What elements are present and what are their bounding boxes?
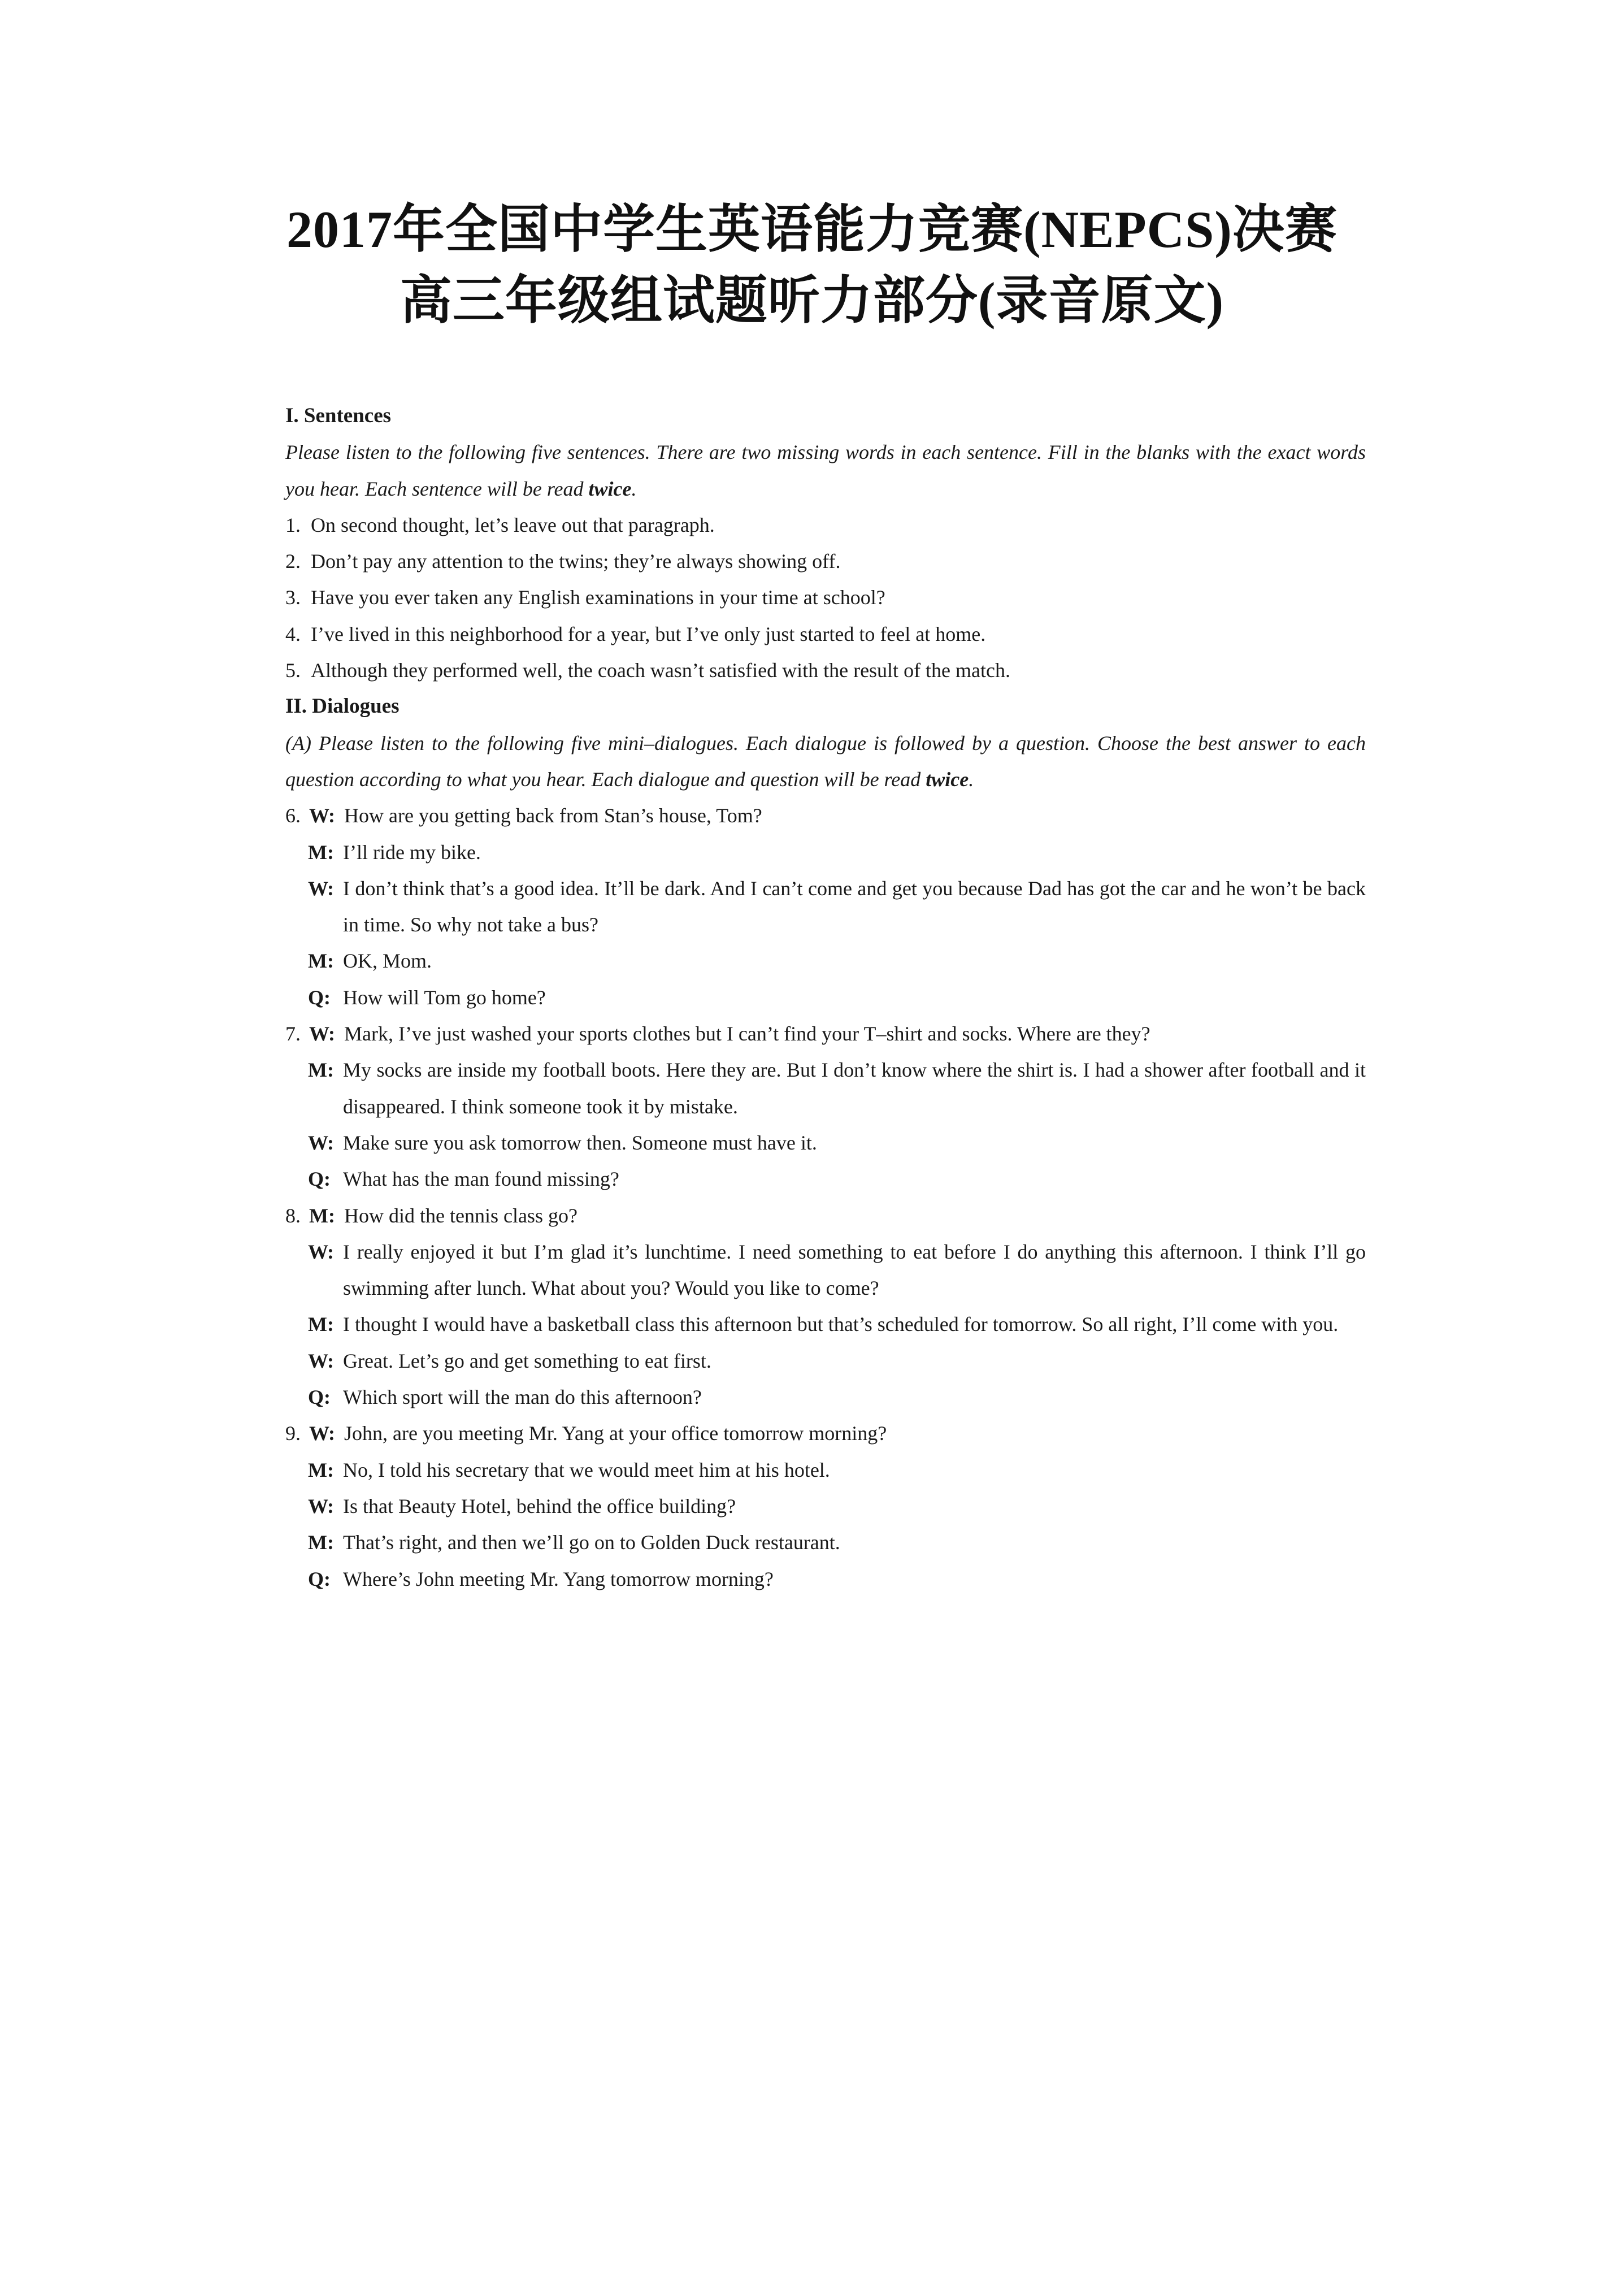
section-instructions-dialogues [285,725,1366,798]
dialogue-turn [285,834,1366,870]
sentence-item [285,616,1366,652]
speaker-label: M: [308,840,334,864]
speaker-label: M: [308,1531,334,1554]
dialogue-number: 9. [285,1422,301,1445]
item-number: 3. [285,586,301,609]
item-text: Have you ever taken any English examinations in your time at school? [311,586,885,609]
turn-text: No, I told his secretary that we would meet him at his hotel. [343,1458,830,1481]
turn-text: How are you getting back from Stan’s house, Tom? [344,804,762,827]
speaker-label: M: [308,1059,334,1082]
speaker-label: M: [308,1458,334,1481]
turn-text: Mark, I’ve just washed your sports clothes but I can’t find your T–shirt and socks. Where are they? [344,1022,1150,1046]
speaker-label: M: [308,949,334,973]
dialogue-turn [285,1016,1366,1052]
dialogue-turn [285,1198,1366,1234]
item-number: 2. [285,550,301,573]
speaker-label: Q: [308,986,331,1009]
dialogue-question [285,979,1366,1016]
turn-text: I don’t think that’s a good idea. It’ll be dark. And I can’t come and get you because Dad has got the car and he won’t be back in time. So why not take a bus? [343,877,1366,936]
instruction-text: (A) Please listen to the following five mini–dialogues. Each dialogue is followed by a question. Choose the best answer to each question according to what you hear. Each dialogue and question will be read [285,731,1366,791]
dialogue-turn [285,1452,1366,1488]
speaker-label: W: [308,1240,335,1263]
item-text: On second thought, let’s leave out that paragraph. [311,513,715,536]
speaker-label: W: [308,1494,335,1517]
item-text: I’ve lived in this neighborhood for a year, but I’ve only just started to feel at home. [311,622,986,645]
dialogue-turn [285,1488,1366,1524]
turn-text: Where’s John meeting Mr. Yang tomorrow morning? [343,1567,774,1590]
turn-text: Great. Let’s go and get something to eat first. [343,1349,711,1372]
sentence-item [285,543,1366,579]
section-heading-dialogues: II. Dialogues [285,695,400,718]
turn-text: Make sure you ask tomorrow then. Someone must have it. [343,1131,817,1154]
speaker-label: W: [308,1349,335,1372]
turn-text: Is that Beauty Hotel, behind the office building? [343,1494,736,1517]
dialogue-number: 8. [285,1204,301,1227]
instruction-text: Please listen to the following five sentences. There are two missing words in each sentence. Fill in the blanks with the exact words you hear. Each sentence will be read [285,441,1366,500]
speaker-label: W: [308,877,335,900]
instruction-emphasis: twice [588,477,632,500]
dialogue-turn [285,1343,1366,1379]
dialogue-6 [285,797,1366,1016]
dialogue-turn [285,1306,1366,1342]
item-number: 5. [285,659,301,682]
turn-text: OK, Mom. [343,949,432,973]
dialogue-8 [285,1198,1366,1416]
dialogue-number: 7. [285,1022,301,1046]
instruction-emphasis: twice [926,767,969,791]
page-title-line-1: 2017年全国中学生英语能力竞赛(NEPCS)决赛 [286,201,1338,258]
dialogue-turn [285,1234,1366,1307]
turn-text: I thought I would have a basketball class this afternoon but that’s scheduled for tomorrow. So all right, I’ll come with you. [343,1313,1339,1336]
section-heading-sentences: I. Sentences [285,404,392,427]
dialogue-number: 6. [285,804,301,827]
turn-text: John, are you meeting Mr. Yang at your office tomorrow morning? [344,1422,887,1445]
speaker-label: W: [309,1022,336,1046]
dialogue-turn [285,943,1366,979]
item-text: Although they performed well, the coach wasn’t satisfied with the result of the match. [311,659,1010,682]
dialogue-turn [285,1524,1366,1560]
speaker-label: Q: [308,1386,331,1409]
sentence-item [285,652,1366,688]
dialogue-turn [285,1052,1366,1125]
item-number: 1. [285,513,301,536]
instruction-end: . [969,767,974,791]
turn-text: That’s right, and then we’ll go on to Golden Duck restaurant. [343,1531,840,1554]
sentence-item [285,507,1366,543]
speaker-label: W: [309,804,336,827]
sentence-item [285,579,1366,615]
section-instructions-sentences [285,434,1366,507]
instruction-end: . [631,477,637,500]
dialogue-question [285,1161,1366,1197]
dialogue-question [285,1561,1366,1597]
speaker-label: W: [309,1422,336,1445]
speaker-label: W: [308,1131,335,1154]
turn-text: I really enjoyed it but I’m glad it’s lunchtime. I need something to eat before I do anything this afternoon. I think I’ll go swimming after lunch. What about you? Would you like to come? [343,1240,1366,1300]
turn-text: How did the tennis class go? [344,1204,577,1227]
item-text: Don’t pay any attention to the twins; they’re always showing off. [311,550,841,573]
speaker-label: Q: [308,1168,331,1191]
dialogue-turn [285,870,1366,943]
speaker-label: M: [308,1313,334,1336]
page-title-line-2: 高三年级组试题听力部分(录音原文) [400,272,1224,329]
dialogue-7 [285,1016,1366,1197]
dialogue-turn [285,1415,1366,1451]
dialogue-question [285,1379,1366,1415]
turn-text: My socks are inside my football boots. Here they are. But I don’t know where the shirt is. I had a shower after football and it disappeared. I think someone took it by mistake. [343,1059,1366,1118]
dialogue-turn [285,797,1366,834]
dialogue-turn [285,1125,1366,1161]
turn-text: Which sport will the man do this afternoon? [343,1386,702,1409]
turn-text: How will Tom go home? [343,986,546,1009]
document-body [285,398,1366,1597]
dialogue-9 [285,1415,1366,1597]
item-number: 4. [285,622,301,645]
turn-text: I’ll ride my bike. [343,840,481,864]
speaker-label: M: [309,1204,335,1227]
speaker-label: Q: [308,1567,331,1590]
turn-text: What has the man found missing? [343,1168,619,1191]
